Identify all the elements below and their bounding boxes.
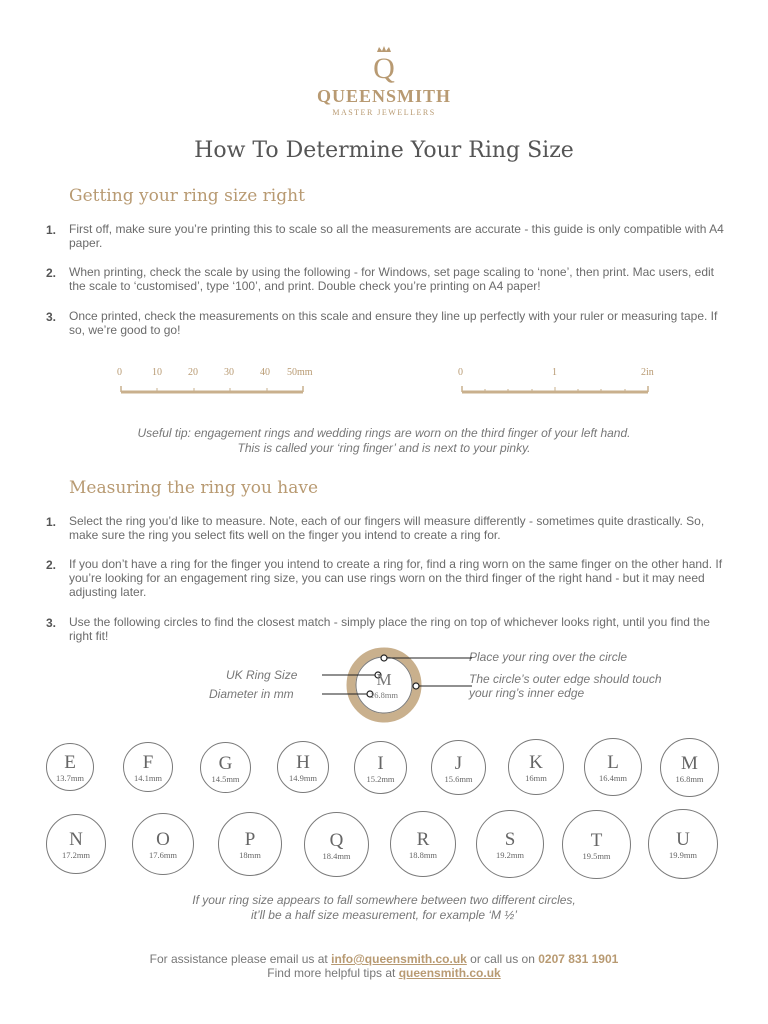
list-number: 1. <box>46 515 57 529</box>
size-circle <box>431 740 486 795</box>
size-circle <box>218 812 282 876</box>
footer-call-text: or call us on <box>470 952 535 966</box>
ruler-tick-label: 20 <box>188 367 198 378</box>
size-diameter: 18mm <box>239 850 261 860</box>
page-title: How To Determine Your Ring Size <box>194 138 574 163</box>
section-title-ring-size: Getting your ring size right <box>69 186 305 206</box>
brand-tagline: MASTER JEWELLERS <box>332 108 436 117</box>
size-circle <box>648 809 718 879</box>
size-circle <box>200 742 251 793</box>
label-place-ring: Place your ring over the circle <box>469 650 628 664</box>
size-letter: P <box>244 829 256 850</box>
footer-tips <box>0 966 768 980</box>
size-circle <box>584 738 642 796</box>
list-item: Use the following circles to find the closest match - simply place the ring on top of whichever looks right, until you find the right fit! <box>69 615 710 643</box>
label-uk-ring-size: UK Ring Size <box>226 668 298 682</box>
size-circle <box>46 814 106 874</box>
ruler-mm-scale <box>112 381 312 397</box>
list-item: When printing, check the scale by using the following - for Windows, set page scaling to ‘none’, then print. Mac users, edit the scale to ‘customised’, type ‘100’, and print. Double check you’re printing on A4 paper! <box>69 265 714 293</box>
size-letter: F <box>142 752 154 773</box>
ruler-tick-label: 0 <box>117 367 122 378</box>
size-letter: M <box>681 752 698 774</box>
size-letter: T <box>590 829 603 851</box>
size-diameter: 14.5mm <box>211 773 240 784</box>
pointer-dot <box>381 655 387 661</box>
size-diameter: 14.1mm <box>133 773 163 783</box>
size-diameter: 15.2mm <box>366 773 395 784</box>
size-letter: E <box>64 752 76 773</box>
half-size-note: If your ring size appears to fall somewhere between two different circles, <box>192 893 576 907</box>
size-diameter: 18.8mm <box>408 850 438 860</box>
label-outer-edge: The circle’s outer edge should touch <box>469 672 662 686</box>
size-circle <box>508 739 564 795</box>
example-diameter: 16.8mm <box>369 690 399 700</box>
useful-tip-line: Useful tip: engagement rings and wedding rings are worn on the third finger of your left hand. <box>137 426 631 440</box>
phone-number[interactable]: 0207 831 1901 <box>538 952 619 966</box>
size-diameter: 17.6mm <box>148 850 178 860</box>
size-circle <box>277 741 329 793</box>
size-letter: S <box>504 829 516 850</box>
pointer-dot <box>413 683 419 689</box>
ruler-tick-label: 40 <box>260 367 270 378</box>
ruler-tick-label: 0 <box>458 367 463 378</box>
list-number: 2. <box>46 558 57 572</box>
size-letter: R <box>416 829 430 850</box>
email-link[interactable]: info@queensmith.co.uk <box>331 952 467 966</box>
size-diameter: 16.8mm <box>675 773 704 784</box>
brand-name: QUEENSMITH <box>316 86 452 106</box>
list-number: 3. <box>46 616 57 630</box>
size-circle <box>132 813 194 875</box>
website-link[interactable]: queensmith.co.uk <box>398 966 501 980</box>
size-circle <box>46 743 94 791</box>
size-letter: J <box>454 752 463 774</box>
size-circle <box>123 742 173 792</box>
size-circle <box>660 738 719 797</box>
size-diameter: 15.6mm <box>444 773 473 784</box>
size-diameter: 17.2mm <box>61 850 91 860</box>
size-letter: N <box>69 829 83 850</box>
list-item: Once printed, check the measurements on this scale and ensure they line up perfectly with your ruler or measuring tape. If so, we’re good to go! <box>69 309 718 337</box>
useful-tip-line: This is called your ‘ring finger’ and is next to your pinky. <box>237 441 531 455</box>
section-title-measuring: Measuring the ring you have <box>69 478 319 498</box>
logo-letter: Q <box>373 52 395 85</box>
ruler-mm <box>112 367 342 397</box>
ruler-tick-label: 10 <box>152 367 162 378</box>
size-diameter: 16.4mm <box>598 773 628 783</box>
size-circle <box>304 812 369 877</box>
size-circle <box>476 810 544 878</box>
list-number: 3. <box>46 310 57 324</box>
list-number: 1. <box>46 223 57 237</box>
label-inner-edge: your ring’s inner edge <box>469 686 585 700</box>
footer-tips-text: Find more helpful tips at <box>267 966 396 980</box>
ruler-in-scale <box>455 381 655 397</box>
size-circle <box>390 811 456 877</box>
footer-assist-text: For assistance please email us at <box>149 952 328 966</box>
size-circle <box>354 741 407 794</box>
ruler-tick-label: 30 <box>224 367 234 378</box>
size-diameter: 16mm <box>525 773 547 783</box>
list-item: If you don’t have a ring for the finger you intend to create a ring for, find a ring worn on the same finger on the other hand. If you’re looking for an engagement ring size, you can use rings worn on the third finger of the right hand - but it may need adjusting later. <box>69 557 723 599</box>
ruler-tick-label: 2in <box>641 367 654 378</box>
size-diameter: 13.7mm <box>55 773 85 783</box>
list-number: 2. <box>46 266 57 280</box>
size-letter: I <box>377 752 384 774</box>
size-letter: U <box>676 829 690 850</box>
size-diameter: 19.5mm <box>582 850 611 861</box>
size-letter: H <box>296 752 310 773</box>
size-diameter: 18.4mm <box>322 850 351 861</box>
footer-contact <box>0 952 768 966</box>
size-letter: G <box>218 752 233 774</box>
size-diameter: 19.9mm <box>668 850 698 860</box>
size-letter: K <box>529 752 543 773</box>
example-letter: M <box>376 670 392 689</box>
size-letter: O <box>156 829 170 850</box>
list-item: First off, make sure you’re printing this to scale so all the measurements are accurate - this guide is only compatible with A4 paper. <box>69 222 724 250</box>
label-diameter: Diameter in mm <box>209 687 294 701</box>
ruler-tick-label: 1 <box>552 367 557 378</box>
half-size-note: it’ll be a half size measurement, for example ‘M ½’ <box>250 908 518 922</box>
list-item: Select the ring you’d like to measure. Note, each of our fingers will measure differently - sometimes quite drastically. So, make sure the ring you select fits well on the finger you intend to create a ring for. <box>69 514 705 542</box>
size-letter: Q <box>329 829 344 851</box>
size-letter: L <box>607 752 619 773</box>
size-diameter: 19.2mm <box>495 850 525 860</box>
ruler-tick-label: 50mm <box>287 367 313 378</box>
size-circle <box>562 810 631 879</box>
size-diameter: 14.9mm <box>288 773 318 783</box>
ruler-in <box>455 367 665 397</box>
